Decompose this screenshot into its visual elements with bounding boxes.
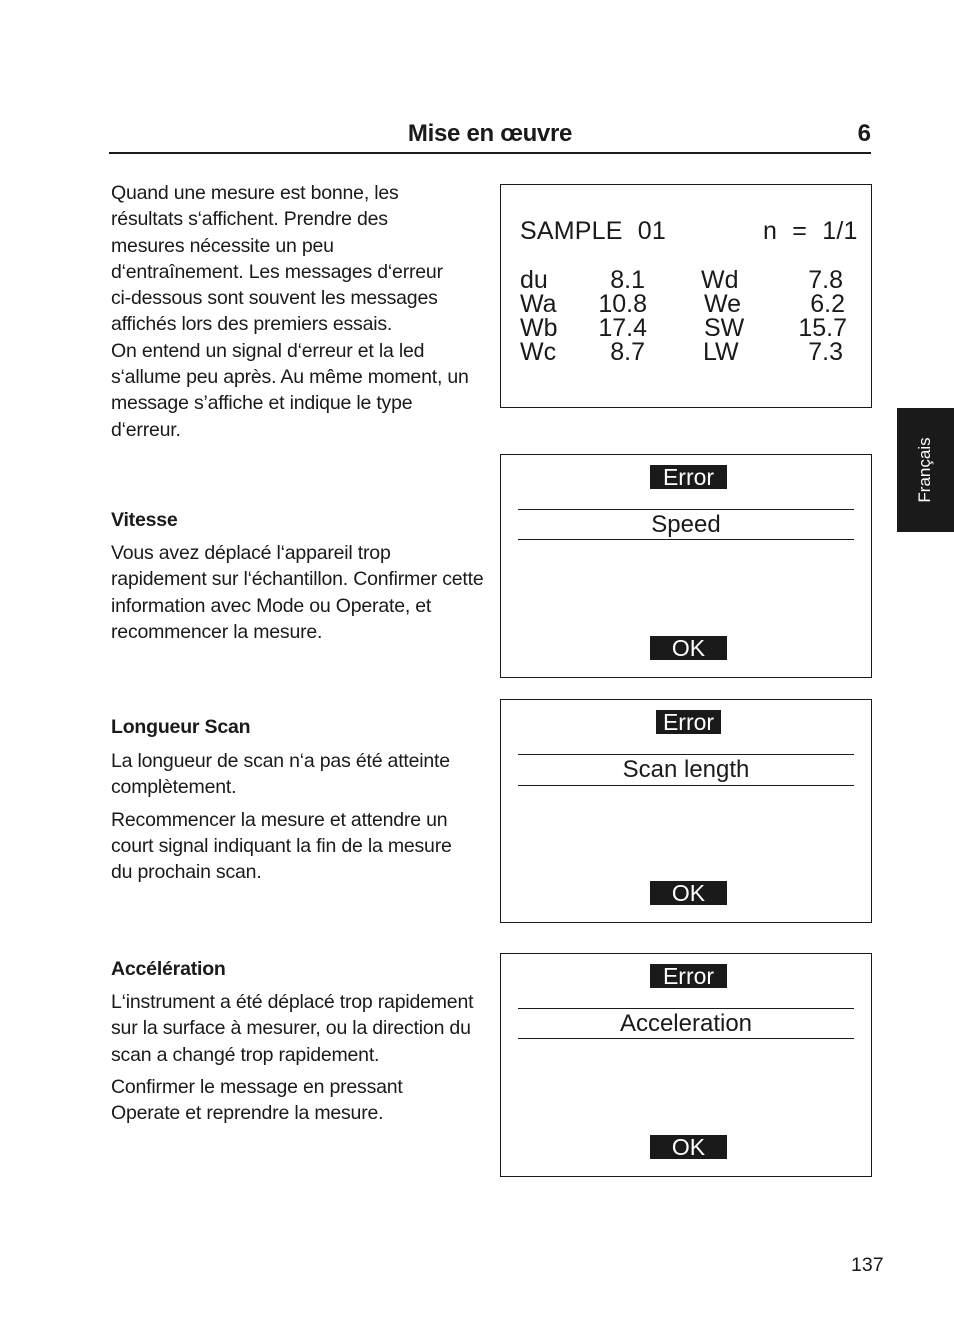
section-paragraph: L‘instrument a été déplacé trop rapidement sur la surface à mesurer, ou la direction du scan a changé trop rapidement. xyxy=(111,991,474,1066)
error-title: Error xyxy=(656,710,721,734)
result-value: 15.7 xyxy=(798,314,847,342)
section-paragraph: Confirmer le message en pressant Operate et reprendre la mesure. xyxy=(111,1075,403,1125)
result-value: 7.8 xyxy=(808,266,843,294)
error-message: Acceleration xyxy=(619,1010,753,1037)
section-title: Mise en œuvre xyxy=(407,120,573,147)
result-label: Wb xyxy=(520,314,558,342)
page-header xyxy=(109,118,871,154)
count-label: n xyxy=(763,217,778,245)
error-display-scan-length xyxy=(500,699,872,923)
result-value: 8.7 xyxy=(610,338,645,366)
section-paragraph: La longueur de scan n‘a pas été atteinte complètement. xyxy=(111,750,450,799)
section-paragraph: Recommencer la mesure et attendre un court signal indiquant la fin de la mesure du prochain scan. xyxy=(111,808,452,884)
sample-label: SAMPLE xyxy=(520,217,623,245)
intro-paragraph: Quand une mesure est bonne, les résultats s‘affichent. Prendre des mesures nécessite un peu d‘entraînement. Les messages d‘erreur ci-dessous sont souvent les messages affichés lors des premiers essais. xyxy=(111,182,443,336)
error-message: Scan length xyxy=(622,756,750,783)
chapter-number: 6 xyxy=(857,120,871,147)
section-heading-longueur-scan: Longueur Scan xyxy=(111,716,251,738)
error-message: Speed xyxy=(651,511,721,538)
section-heading-acceleration: Accélération xyxy=(111,958,226,980)
divider xyxy=(518,1008,854,1009)
language-tab-label: Français xyxy=(915,437,934,503)
error-title: Error xyxy=(650,964,727,988)
error-display-acceleration xyxy=(500,953,872,1177)
divider xyxy=(518,539,854,540)
count-equals: = xyxy=(792,217,808,245)
divider xyxy=(518,754,854,755)
intro-paragraph: On entend un signal d‘erreur et la led s‘allume peu après. Au même moment, un message s’affiche et indique le type d‘erreur. xyxy=(111,339,469,441)
section-text-acceleration xyxy=(111,989,476,1126)
divider xyxy=(518,1038,854,1039)
ok-button: OK xyxy=(650,1135,727,1159)
result-label: Wc xyxy=(520,338,557,366)
page-number: 137 xyxy=(851,1254,884,1276)
result-label: We xyxy=(704,290,742,318)
section-text-longueur-scan xyxy=(111,748,471,885)
intro-text xyxy=(111,180,486,443)
language-tab xyxy=(897,408,954,532)
result-label: LW xyxy=(703,338,739,366)
result-display xyxy=(500,184,872,408)
ok-button: OK xyxy=(650,636,727,660)
measurement-count xyxy=(763,217,858,246)
section-paragraph: Vous avez déplacé l‘appareil trop rapidement sur l‘échantillon. Confirmer cette information avec Mode ou Operate, et recommencer la mesure. xyxy=(111,542,484,643)
divider xyxy=(518,509,854,510)
result-value: 17.4 xyxy=(598,314,647,342)
section-heading-vitesse: Vitesse xyxy=(111,509,178,531)
divider xyxy=(518,785,854,786)
result-value: 8.1 xyxy=(610,266,645,294)
result-value: 7.3 xyxy=(808,338,843,366)
ok-button: OK xyxy=(650,881,727,905)
error-display-speed xyxy=(500,454,872,678)
result-label: Wd xyxy=(701,266,739,294)
error-title: Error xyxy=(650,465,727,489)
result-value: 6.2 xyxy=(810,290,845,318)
result-label: SW xyxy=(704,314,745,342)
section-text-vitesse xyxy=(111,540,491,645)
count-value: 1/1 xyxy=(822,217,858,245)
result-label: du xyxy=(520,266,548,294)
sample-header xyxy=(520,217,666,246)
result-value: 10.8 xyxy=(598,290,647,318)
result-label: Wa xyxy=(520,290,557,318)
sample-number: 01 xyxy=(637,217,667,245)
